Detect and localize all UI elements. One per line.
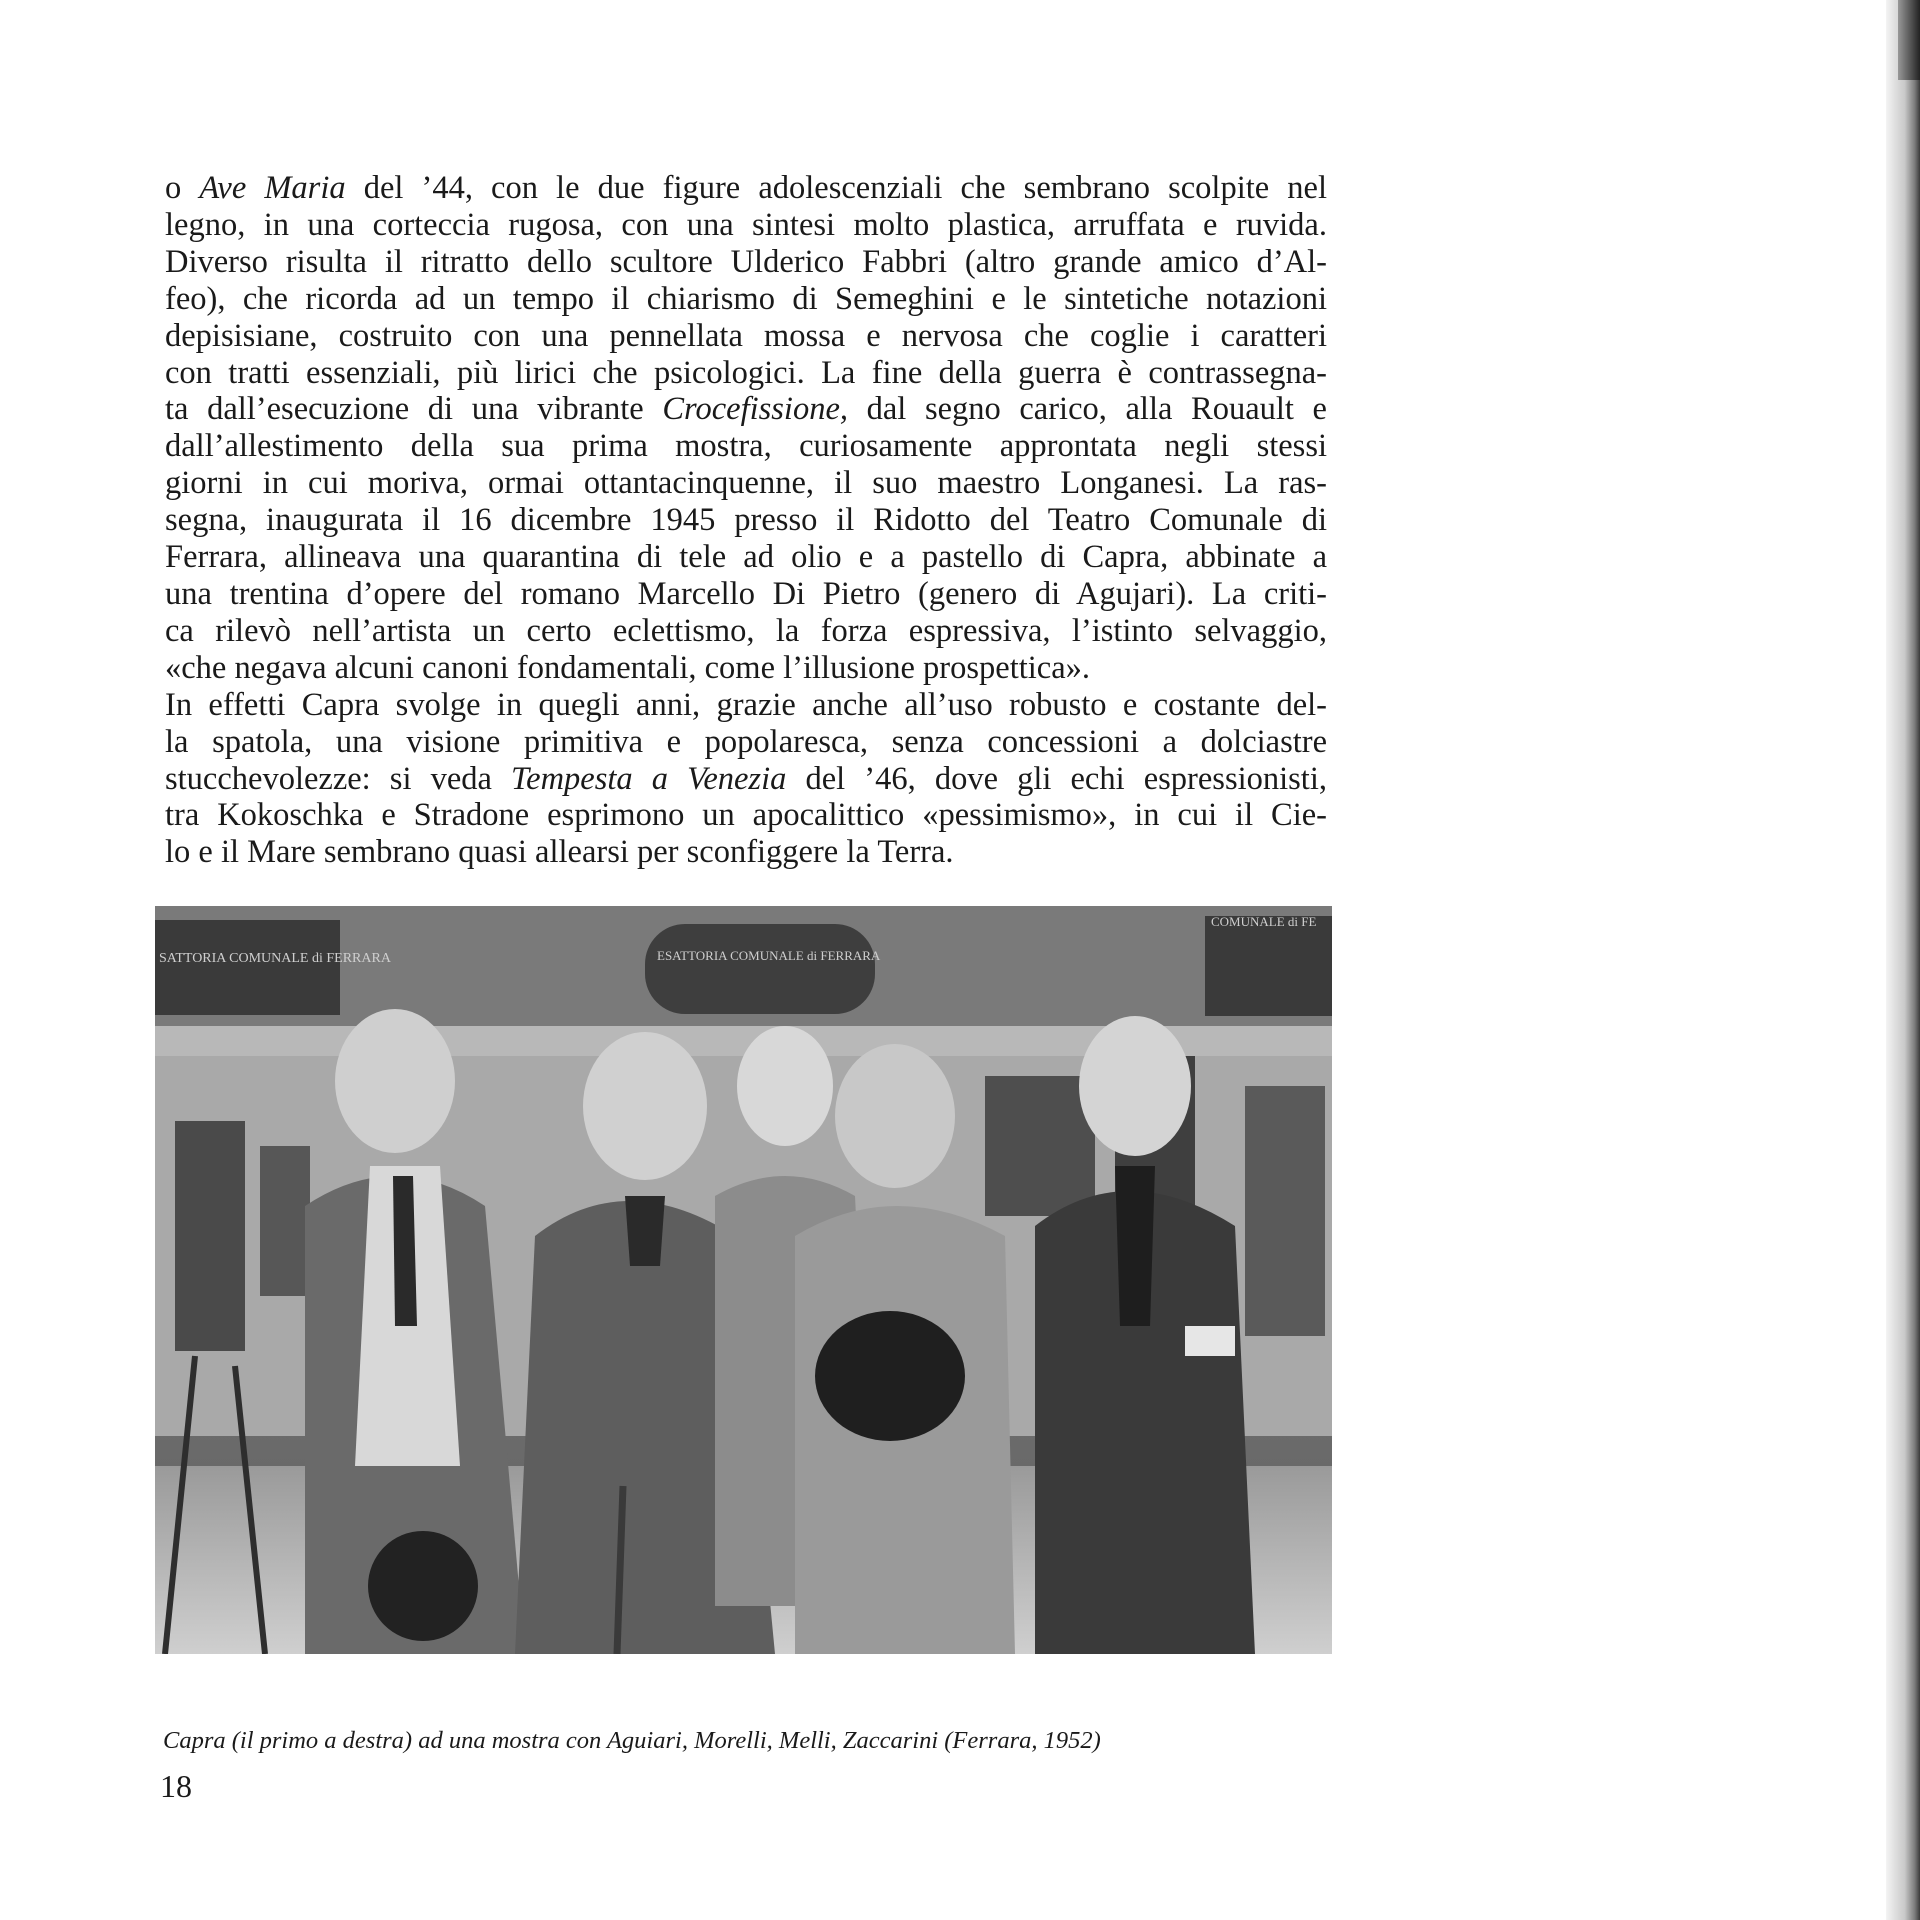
body-text bbox=[165, 170, 1327, 871]
photo-sign-left: SATTORIA COMUNALE di FERRARA bbox=[159, 951, 391, 966]
text-line: ca rilevò nell’artista un certo eclettismo, la forza espressiva, l’istinto selvaggio, bbox=[165, 612, 1327, 649]
italic-title: Tempesta a Venezia bbox=[511, 760, 787, 797]
text-line: feo), che ricorda ad un tempo il chiarismo di Semeghini e le sintetiche notazioni bbox=[165, 280, 1327, 317]
text-run: dal segno carico, alla Rouault e bbox=[848, 391, 1327, 428]
text-line: con tratti essenziali, più lirici che psicologici. La fine della guerra è contrassegna- bbox=[165, 354, 1327, 391]
photo-sign-right: COMUNALE di FE bbox=[1211, 914, 1317, 929]
text-line: una trentina d’opere del romano Marcello Di Pietro (genero di Agujari). La criti- bbox=[165, 575, 1327, 612]
text-line: lo e il Mare sembrano quasi allearsi per sconfiggere la Terra. bbox=[165, 834, 954, 871]
text-run: stucchevolezze: si veda bbox=[165, 760, 512, 797]
page-number: 18 bbox=[160, 1768, 192, 1804]
text-run: o bbox=[165, 170, 200, 206]
text-run: del ’46, dove gli echi espressionisti, bbox=[786, 760, 1327, 797]
italic-title: Ave Maria bbox=[199, 170, 346, 206]
text-run: del ’44, con le due figure adolescenziali che sembrano scolpite nel bbox=[345, 170, 1327, 206]
text-line: la spatola, una visione primitiva e popolaresca, senza concessioni a dolciastre bbox=[165, 723, 1327, 760]
text-line: dall’allestimento della sua prima mostra, curiosamente approntata negli stessi bbox=[165, 428, 1327, 465]
text-line bbox=[165, 391, 1327, 428]
text-line: In effetti Capra svolge in quegli anni, grazie anche all’uso robusto e costante del- bbox=[165, 686, 1327, 723]
text-line: Diverso risulta il ritratto dello scultore Ulderico Fabbri (altro grande amico d’Al- bbox=[165, 243, 1327, 280]
page-binding-edge bbox=[1886, 0, 1920, 1920]
photograph bbox=[155, 906, 1332, 1654]
text-line: legno, in una corteccia rugosa, con una sintesi molto plastica, arruffata e ruvida. bbox=[165, 206, 1327, 243]
photo-sign-center: ESATTORIA COMUNALE di FERRARA bbox=[657, 948, 881, 963]
text-line: Ferrara, allineava una quarantina di tele ad olio e a pastello di Capra, abbinate a bbox=[165, 539, 1327, 576]
photo-illustration bbox=[155, 906, 1332, 1654]
text-line bbox=[165, 170, 1327, 207]
text-line: tra Kokoschka e Stradone esprimono un apocalittico «pessimismo», in cui il Cie- bbox=[165, 797, 1327, 834]
text-run: ta dall’esecuzione di una vibrante bbox=[165, 391, 663, 428]
text-line: giorni in cui moriva, ormai ottantacinquenne, il suo maestro Longanesi. La ras- bbox=[165, 465, 1327, 502]
italic-title: Crocefissione, bbox=[662, 391, 848, 428]
text-line: segna, inaugurata il 16 dicembre 1945 presso il Ridotto del Teatro Comunale di bbox=[165, 502, 1327, 539]
text-line: depisisiane, costruito con una pennellata mossa e nervosa che coglie i caratteri bbox=[165, 317, 1327, 354]
text-line bbox=[165, 761, 1327, 798]
page-corner-shadow bbox=[1898, 0, 1920, 80]
photo-caption: Capra (il primo a destra) ad una mostra con Aguiari, Morelli, Melli, Zaccarini (Ferrara, 1952) bbox=[163, 1727, 1101, 1754]
text-line: «che negava alcuni canoni fondamentali, come l’illusione prospettica». bbox=[165, 649, 1091, 686]
